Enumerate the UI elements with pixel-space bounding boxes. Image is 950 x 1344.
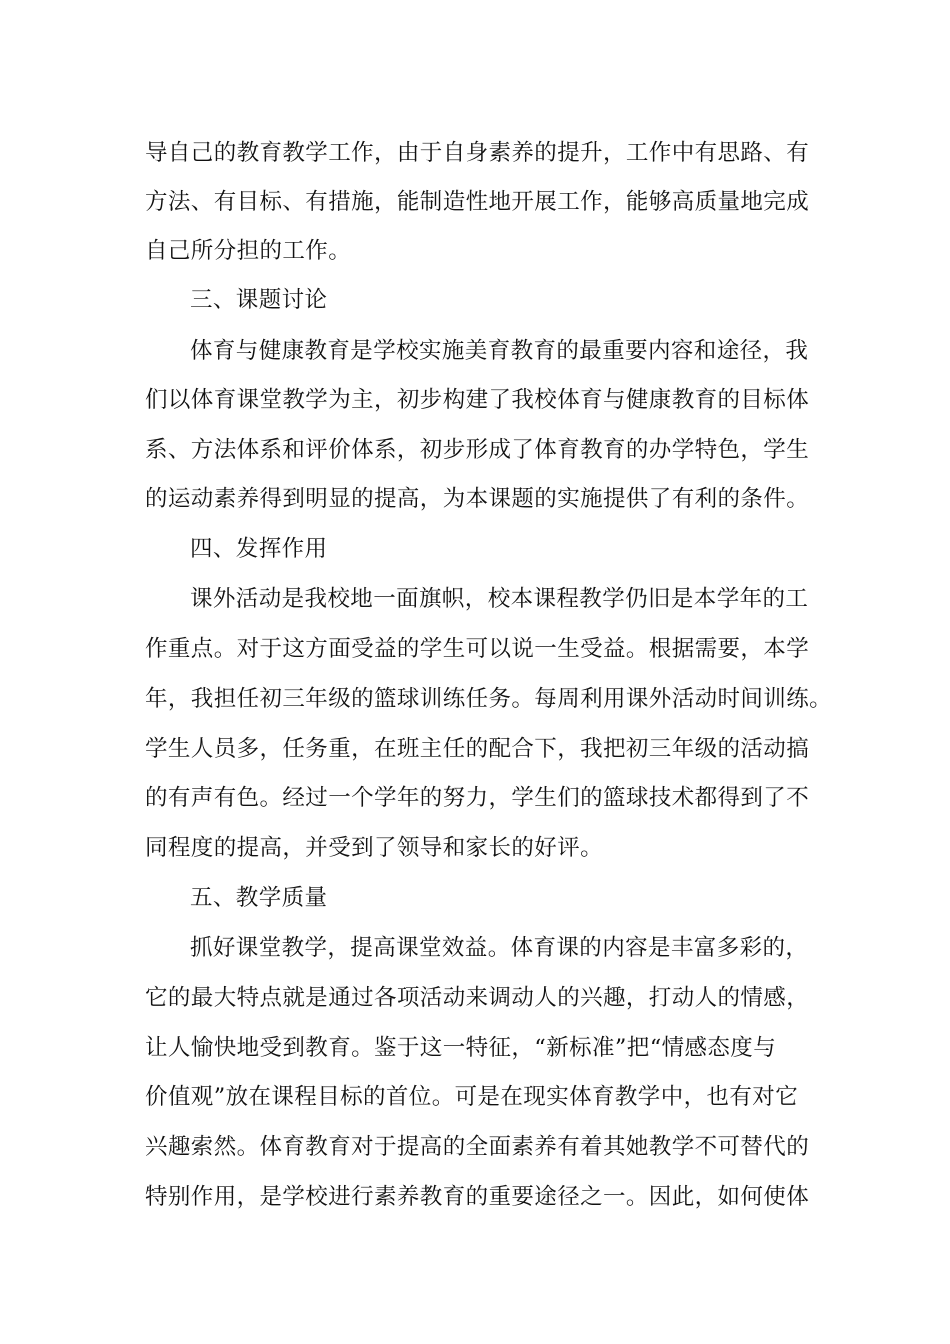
- text-line: 的有声有色。经过一个学年的努力，学生们的篮球技术都得到了不: [145, 785, 810, 811]
- section-heading: 四、发挥作用: [190, 536, 328, 562]
- text-line: 价值观”放在课程目标的首位。可是在现实体育教学中，也有对它: [145, 1084, 799, 1110]
- text-line: 们以体育课堂教学为主，初步构建了我校体育与健康教育的目标体: [145, 387, 810, 413]
- paragraph-first-line: 抓好课堂教学，提高课堂效益。体育课的内容是丰富多彩的，: [190, 935, 809, 961]
- text-line: 兴趣索然。体育教育对于提高的全面素养有着其她教学不可替代的: [145, 1134, 810, 1160]
- text-line: 年，我担任初三年级的篮球训练任务。每周利用课外活动时间训练。: [145, 686, 833, 712]
- text-line: 学生人员多，任务重，在班主任的配合下，我把初三年级的活动搞: [145, 736, 810, 762]
- section-heading: 三、课题讨论: [190, 287, 328, 313]
- text-line: 自己所分担的工作。: [145, 238, 352, 264]
- text-line: 作重点。对于这方面受益的学生可以说一生受益。根据需要，本学: [145, 636, 810, 662]
- text-line: 方法、有目标、有措施，能制造性地开展工作，能够高质量地完成: [145, 189, 810, 215]
- text-line: 让人愉快地受到教育。鉴于这一特征，“新标准”把“情感态度与: [145, 1035, 777, 1061]
- paragraph-first-line: 课外活动是我校地一面旗帜，校本课程教学仍旧是本学年的工: [190, 586, 809, 612]
- text-line: 特别作用，是学校进行素养教育的重要途径之一。因此，如何使体: [145, 1184, 810, 1210]
- section-heading: 五、教学质量: [190, 885, 328, 911]
- paragraph-first-line: 体育与健康教育是学校实施美育教育的最重要内容和途径，我: [190, 338, 809, 364]
- text-line: 它的最大特点就是通过各项活动来调动人的兴趣，打动人的情感，: [145, 985, 810, 1011]
- text-line: 导自己的教育教学工作，由于自身素养的提升，工作中有思路、有: [145, 140, 810, 166]
- text-line: 系、方法体系和评价体系，初步形成了体育教育的办学特色，学生: [145, 437, 810, 463]
- text-line: 的运动素养得到明显的提高，为本课题的实施提供了有利的条件。: [145, 486, 810, 512]
- text-line: 同程度的提高，并受到了领导和家长的好评。: [145, 835, 604, 861]
